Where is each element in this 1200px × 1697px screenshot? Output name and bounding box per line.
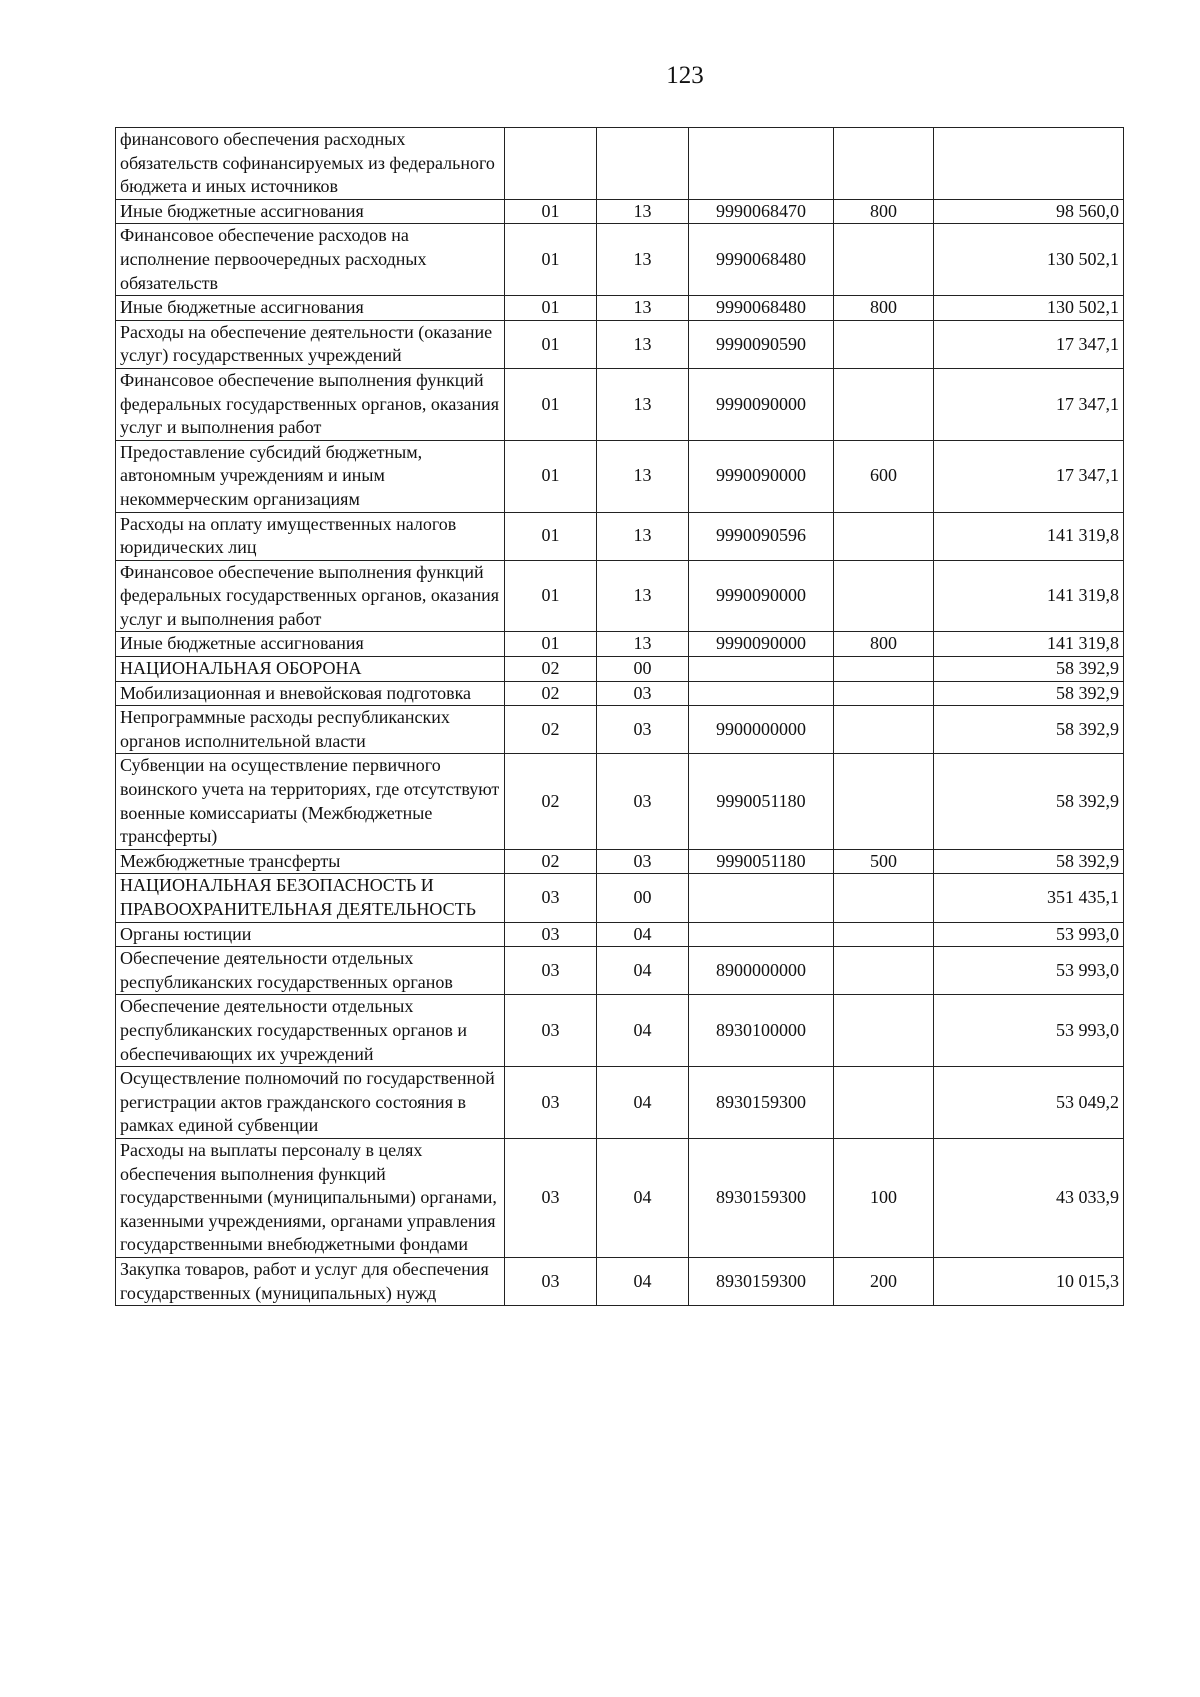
cell-expense-type [834, 681, 934, 706]
cell-expense-type [834, 947, 934, 995]
cell-subsection: 03 [597, 754, 689, 849]
cell-amount: 53 049,2 [934, 1067, 1124, 1139]
cell-target-code: 9990068480 [689, 296, 834, 321]
cell-expense-type [834, 128, 934, 200]
cell-subsection: 13 [597, 632, 689, 657]
table-row [116, 1257, 1124, 1305]
cell-subsection: 13 [597, 560, 689, 632]
cell-section: 01 [505, 368, 597, 440]
cell-expense-type: 800 [834, 632, 934, 657]
cell-subsection: 03 [597, 849, 689, 874]
cell-name: Иные бюджетные ассигнования [116, 199, 505, 224]
cell-name: Иные бюджетные ассигнования [116, 632, 505, 657]
cell-target-code: 9990068480 [689, 224, 834, 296]
cell-target-code: 8930100000 [689, 995, 834, 1067]
cell-name: Обеспечение деятельности отдельных республиканских государственных органов и обеспечивающих их учреждений [116, 995, 505, 1067]
cell-subsection: 04 [597, 995, 689, 1067]
cell-target-code: 9900000000 [689, 706, 834, 754]
cell-amount [934, 128, 1124, 200]
cell-expense-type: 600 [834, 440, 934, 512]
cell-name: Органы юстиции [116, 922, 505, 947]
cell-name: Непрограммные расходы республиканских органов исполнительной власти [116, 706, 505, 754]
cell-expense-type [834, 657, 934, 682]
cell-name: Межбюджетные трансферты [116, 849, 505, 874]
cell-section: 02 [505, 657, 597, 682]
cell-name: НАЦИОНАЛЬНАЯ БЕЗОПАСНОСТЬ И ПРАВООХРАНИТЕЛЬНАЯ ДЕЯТЕЛЬНОСТЬ [116, 874, 505, 922]
cell-expense-type: 200 [834, 1257, 934, 1305]
cell-target-code: 8930159300 [689, 1257, 834, 1305]
table-row [116, 706, 1124, 754]
cell-name: финансового обеспечения расходных обязательств софинансируемых из федерального бюджета и иных источников [116, 128, 505, 200]
cell-target-code: 9990090000 [689, 368, 834, 440]
cell-subsection: 13 [597, 224, 689, 296]
cell-expense-type: 800 [834, 296, 934, 321]
cell-section: 01 [505, 224, 597, 296]
cell-name: НАЦИОНАЛЬНАЯ ОБОРОНА [116, 657, 505, 682]
table-row [116, 440, 1124, 512]
cell-section: 01 [505, 320, 597, 368]
cell-amount: 17 347,1 [934, 368, 1124, 440]
table-row [116, 128, 1124, 200]
cell-target-code [689, 922, 834, 947]
cell-subsection: 03 [597, 706, 689, 754]
cell-target-code: 9990090000 [689, 560, 834, 632]
cell-name: Расходы на обеспечение деятельности (оказание услуг) государственных учреждений [116, 320, 505, 368]
cell-target-code: 9990090000 [689, 440, 834, 512]
cell-section: 03 [505, 1138, 597, 1257]
cell-name: Расходы на выплаты персоналу в целях обеспечения выполнения функций государственными (муниципальными) органами, казенными учреждениями, органами управления государственными внебюджетными фондами [116, 1138, 505, 1257]
cell-expense-type [834, 320, 934, 368]
cell-section: 02 [505, 706, 597, 754]
cell-subsection: 04 [597, 922, 689, 947]
cell-expense-type: 100 [834, 1138, 934, 1257]
cell-expense-type [834, 1067, 934, 1139]
cell-amount: 130 502,1 [934, 296, 1124, 321]
cell-expense-type: 800 [834, 199, 934, 224]
cell-subsection [597, 128, 689, 200]
cell-amount: 98 560,0 [934, 199, 1124, 224]
cell-target-code: 9990051180 [689, 754, 834, 849]
table-row [116, 922, 1124, 947]
table-row [116, 199, 1124, 224]
cell-amount: 141 319,8 [934, 512, 1124, 560]
table-row [116, 754, 1124, 849]
cell-expense-type [834, 560, 934, 632]
cell-name: Финансовое обеспечение выполнения функций федеральных государственных органов, оказания услуг и выполнения работ [116, 560, 505, 632]
cell-amount: 58 392,9 [934, 657, 1124, 682]
cell-expense-type [834, 754, 934, 849]
cell-expense-type [834, 512, 934, 560]
cell-name: Предоставление субсидий бюджетным, автономным учреждениям и иным некоммерческим организациям [116, 440, 505, 512]
cell-target-code [689, 657, 834, 682]
table-row [116, 512, 1124, 560]
table-row [116, 1067, 1124, 1139]
table-row [116, 947, 1124, 995]
cell-subsection: 04 [597, 1257, 689, 1305]
cell-name: Финансовое обеспечение выполнения функций федеральных государственных органов, оказания услуг и выполнения работ [116, 368, 505, 440]
cell-amount: 58 392,9 [934, 754, 1124, 849]
table-row [116, 681, 1124, 706]
cell-subsection: 03 [597, 681, 689, 706]
cell-name: Субвенции на осуществление первичного воинского учета на территориях, где отсутствуют военные комиссариаты (Межбюджетные трансферты) [116, 754, 505, 849]
cell-amount: 141 319,8 [934, 632, 1124, 657]
table-row [116, 657, 1124, 682]
cell-amount: 130 502,1 [934, 224, 1124, 296]
cell-section: 03 [505, 922, 597, 947]
table-row [116, 368, 1124, 440]
table-row [116, 1138, 1124, 1257]
cell-section: 01 [505, 199, 597, 224]
cell-target-code [689, 874, 834, 922]
cell-name: Расходы на оплату имущественных налогов юридических лиц [116, 512, 505, 560]
cell-target-code: 8930159300 [689, 1067, 834, 1139]
cell-target-code: 9990068470 [689, 199, 834, 224]
cell-section [505, 128, 597, 200]
cell-expense-type [834, 922, 934, 947]
table-row [116, 849, 1124, 874]
cell-subsection: 13 [597, 512, 689, 560]
cell-section: 02 [505, 681, 597, 706]
cell-name: Осуществление полномочий по государственной регистрации актов гражданского состояния в рамках единой субвенции [116, 1067, 505, 1139]
cell-subsection: 13 [597, 440, 689, 512]
cell-subsection: 13 [597, 320, 689, 368]
cell-section: 03 [505, 1257, 597, 1305]
cell-subsection: 00 [597, 874, 689, 922]
cell-target-code: 9990090590 [689, 320, 834, 368]
cell-subsection: 13 [597, 199, 689, 224]
budget-table-body [116, 128, 1124, 1306]
cell-section: 03 [505, 1067, 597, 1139]
table-row [116, 560, 1124, 632]
cell-section: 03 [505, 947, 597, 995]
cell-amount: 58 392,9 [934, 681, 1124, 706]
cell-amount: 53 993,0 [934, 947, 1124, 995]
cell-expense-type [834, 368, 934, 440]
cell-section: 01 [505, 296, 597, 321]
cell-amount: 53 993,0 [934, 995, 1124, 1067]
cell-target-code [689, 128, 834, 200]
cell-section: 02 [505, 754, 597, 849]
table-row [116, 632, 1124, 657]
cell-target-code: 9990051180 [689, 849, 834, 874]
table-row [116, 995, 1124, 1067]
cell-section: 01 [505, 440, 597, 512]
cell-section: 01 [505, 512, 597, 560]
cell-subsection: 04 [597, 1138, 689, 1257]
cell-target-code: 9990090000 [689, 632, 834, 657]
cell-amount: 351 435,1 [934, 874, 1124, 922]
cell-expense-type [834, 874, 934, 922]
cell-target-code: 8930159300 [689, 1138, 834, 1257]
cell-amount: 58 392,9 [934, 706, 1124, 754]
table-row [116, 874, 1124, 922]
cell-subsection: 13 [597, 368, 689, 440]
cell-amount: 10 015,3 [934, 1257, 1124, 1305]
cell-amount: 43 033,9 [934, 1138, 1124, 1257]
cell-amount: 58 392,9 [934, 849, 1124, 874]
cell-amount: 53 993,0 [934, 922, 1124, 947]
cell-target-code [689, 681, 834, 706]
cell-name: Мобилизационная и вневойсковая подготовка [116, 681, 505, 706]
cell-target-code: 9990090596 [689, 512, 834, 560]
cell-expense-type [834, 706, 934, 754]
cell-name: Иные бюджетные ассигнования [116, 296, 505, 321]
cell-amount: 17 347,1 [934, 440, 1124, 512]
cell-section: 01 [505, 560, 597, 632]
cell-section: 03 [505, 874, 597, 922]
table-row [116, 296, 1124, 321]
cell-amount: 141 319,8 [934, 560, 1124, 632]
cell-name: Финансовое обеспечение расходов на исполнение первоочередных расходных обязательств [116, 224, 505, 296]
cell-section: 03 [505, 995, 597, 1067]
table-row [116, 224, 1124, 296]
cell-subsection: 13 [597, 296, 689, 321]
cell-amount: 17 347,1 [934, 320, 1124, 368]
table-row [116, 320, 1124, 368]
cell-subsection: 04 [597, 947, 689, 995]
cell-section: 01 [505, 632, 597, 657]
cell-expense-type: 500 [834, 849, 934, 874]
cell-subsection: 04 [597, 1067, 689, 1139]
budget-table [115, 127, 1124, 1306]
cell-subsection: 00 [597, 657, 689, 682]
cell-name: Закупка товаров, работ и услуг для обеспечения государственных (муниципальных) нужд [116, 1257, 505, 1305]
cell-section: 02 [505, 849, 597, 874]
page-number: 123 [666, 62, 704, 89]
cell-name: Обеспечение деятельности отдельных республиканских государственных органов [116, 947, 505, 995]
cell-expense-type [834, 224, 934, 296]
cell-expense-type [834, 995, 934, 1067]
cell-target-code: 8900000000 [689, 947, 834, 995]
